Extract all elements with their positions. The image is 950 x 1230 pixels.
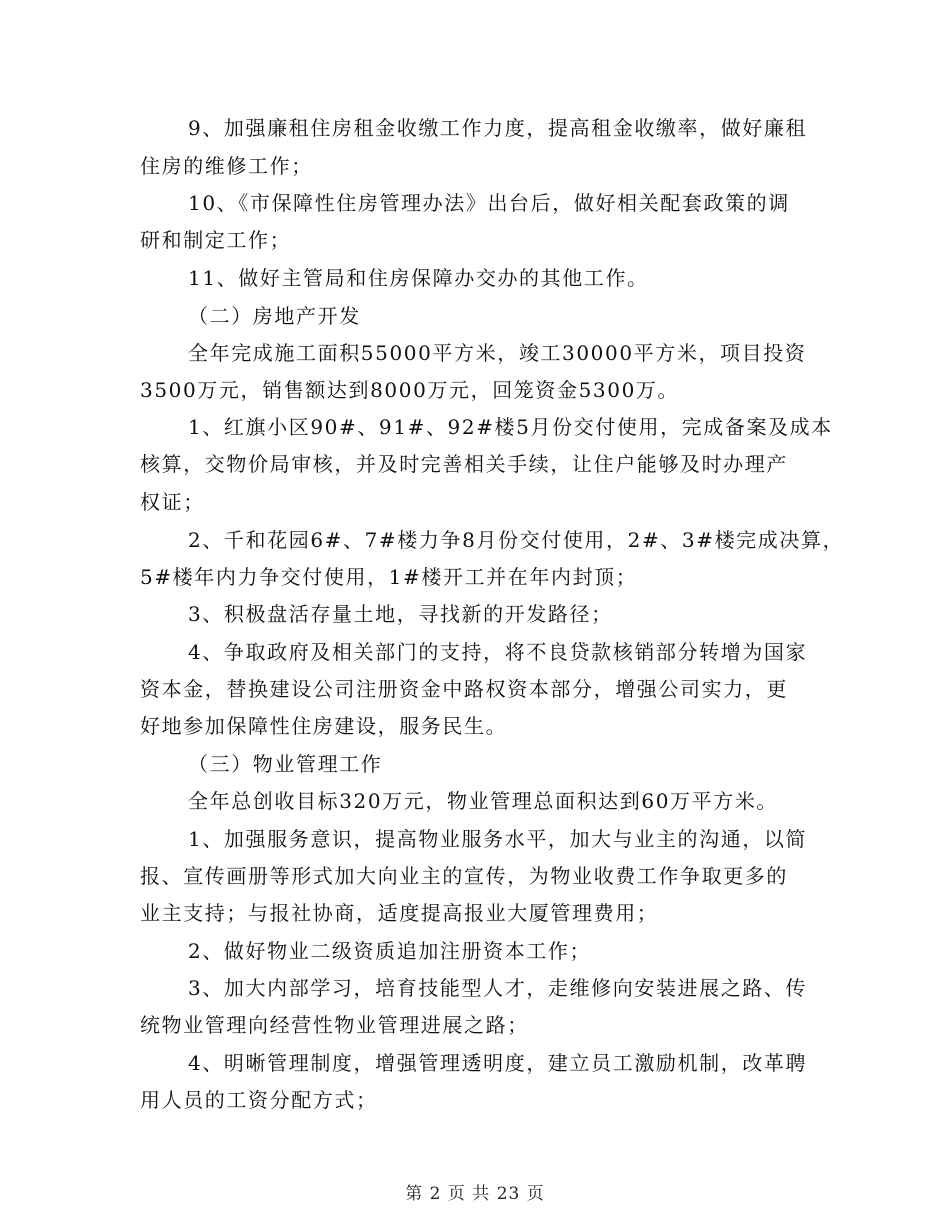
text-line: 1、加强服务意识，提高物业服务水平，加大与业主的沟通，以简 xyxy=(188,827,808,851)
text-line: 4、明晰管理制度，增强管理透明度，建立员工激励机制，改革聘 xyxy=(188,1051,808,1075)
text-line: 业主支持；与报社协商，适度提高报业大厦管理费用； xyxy=(140,901,659,925)
text-line: 全年总创收目标320万元，物业管理总面积达到60万平方米。 xyxy=(188,789,779,813)
text-line: 核算，交物价局审核，并及时完善相关手续，让住户能够及时办理产 xyxy=(140,452,788,476)
text-line: 报、宣传画册等形式加大向业主的宣传，为物业收费工作争取更多的 xyxy=(140,864,788,888)
text-line: 3、加大内部学习，培育技能型人才，走维修向安装进展之路、传 xyxy=(188,976,808,1000)
text-line: 11、做好主管局和住房保障办交办的其他工作。 xyxy=(188,266,649,290)
text-line: 研和制定工作； xyxy=(140,228,292,252)
text-line: 4、争取政府及相关部门的支持，将不良贷款核销部分转增为国家 xyxy=(188,640,808,664)
text-line: 3500万元，销售额达到8000万元，回笼资金5300万。 xyxy=(140,378,680,402)
section-heading: （三）物业管理工作 xyxy=(188,752,383,776)
text-line: 2、做好物业二级资质追加注册资本工作； xyxy=(188,939,592,963)
text-line: 用人员的工资分配方式； xyxy=(140,1088,378,1112)
text-line: 统物业管理向经营性物业管理进展之路； xyxy=(140,1013,529,1037)
text-line: 权证； xyxy=(140,490,205,514)
text-line: 2、千和花园6#、7#楼力争8月份交付使用，2#、3#楼完成决算， xyxy=(188,528,845,552)
text-line: 好地参加保障性住房建设，服务民生。 xyxy=(140,714,508,738)
text-line: 5#楼年内力争交付使用，1#楼开工并在年内封顶； xyxy=(140,565,638,589)
text-line: 住房的维修工作； xyxy=(140,154,313,178)
text-line: 9、加强廉租住房租金收缴工作力度，提高租金收缴率，做好廉租 xyxy=(188,116,808,140)
text-line: 10、《市保障性住房管理办法》出台后，做好相关配套政策的调 xyxy=(188,191,790,215)
page-footer: 第 2 页 共 23 页 xyxy=(405,1184,545,1204)
text-line: 1、红旗小区90#、91#、92#楼5月份交付使用，完成备案及成本 xyxy=(188,415,833,439)
text-line: 3、积极盘活存量土地，寻找新的开发路径； xyxy=(188,602,613,626)
text-line: 全年完成施工面积55000平方米，竣工30000平方米，项目投资 xyxy=(188,341,807,365)
section-heading: （二）房地产开发 xyxy=(188,304,361,328)
text-line: 资本金，替换建设公司注册资金中路权资本部分，增强公司实力，更 xyxy=(140,677,788,701)
